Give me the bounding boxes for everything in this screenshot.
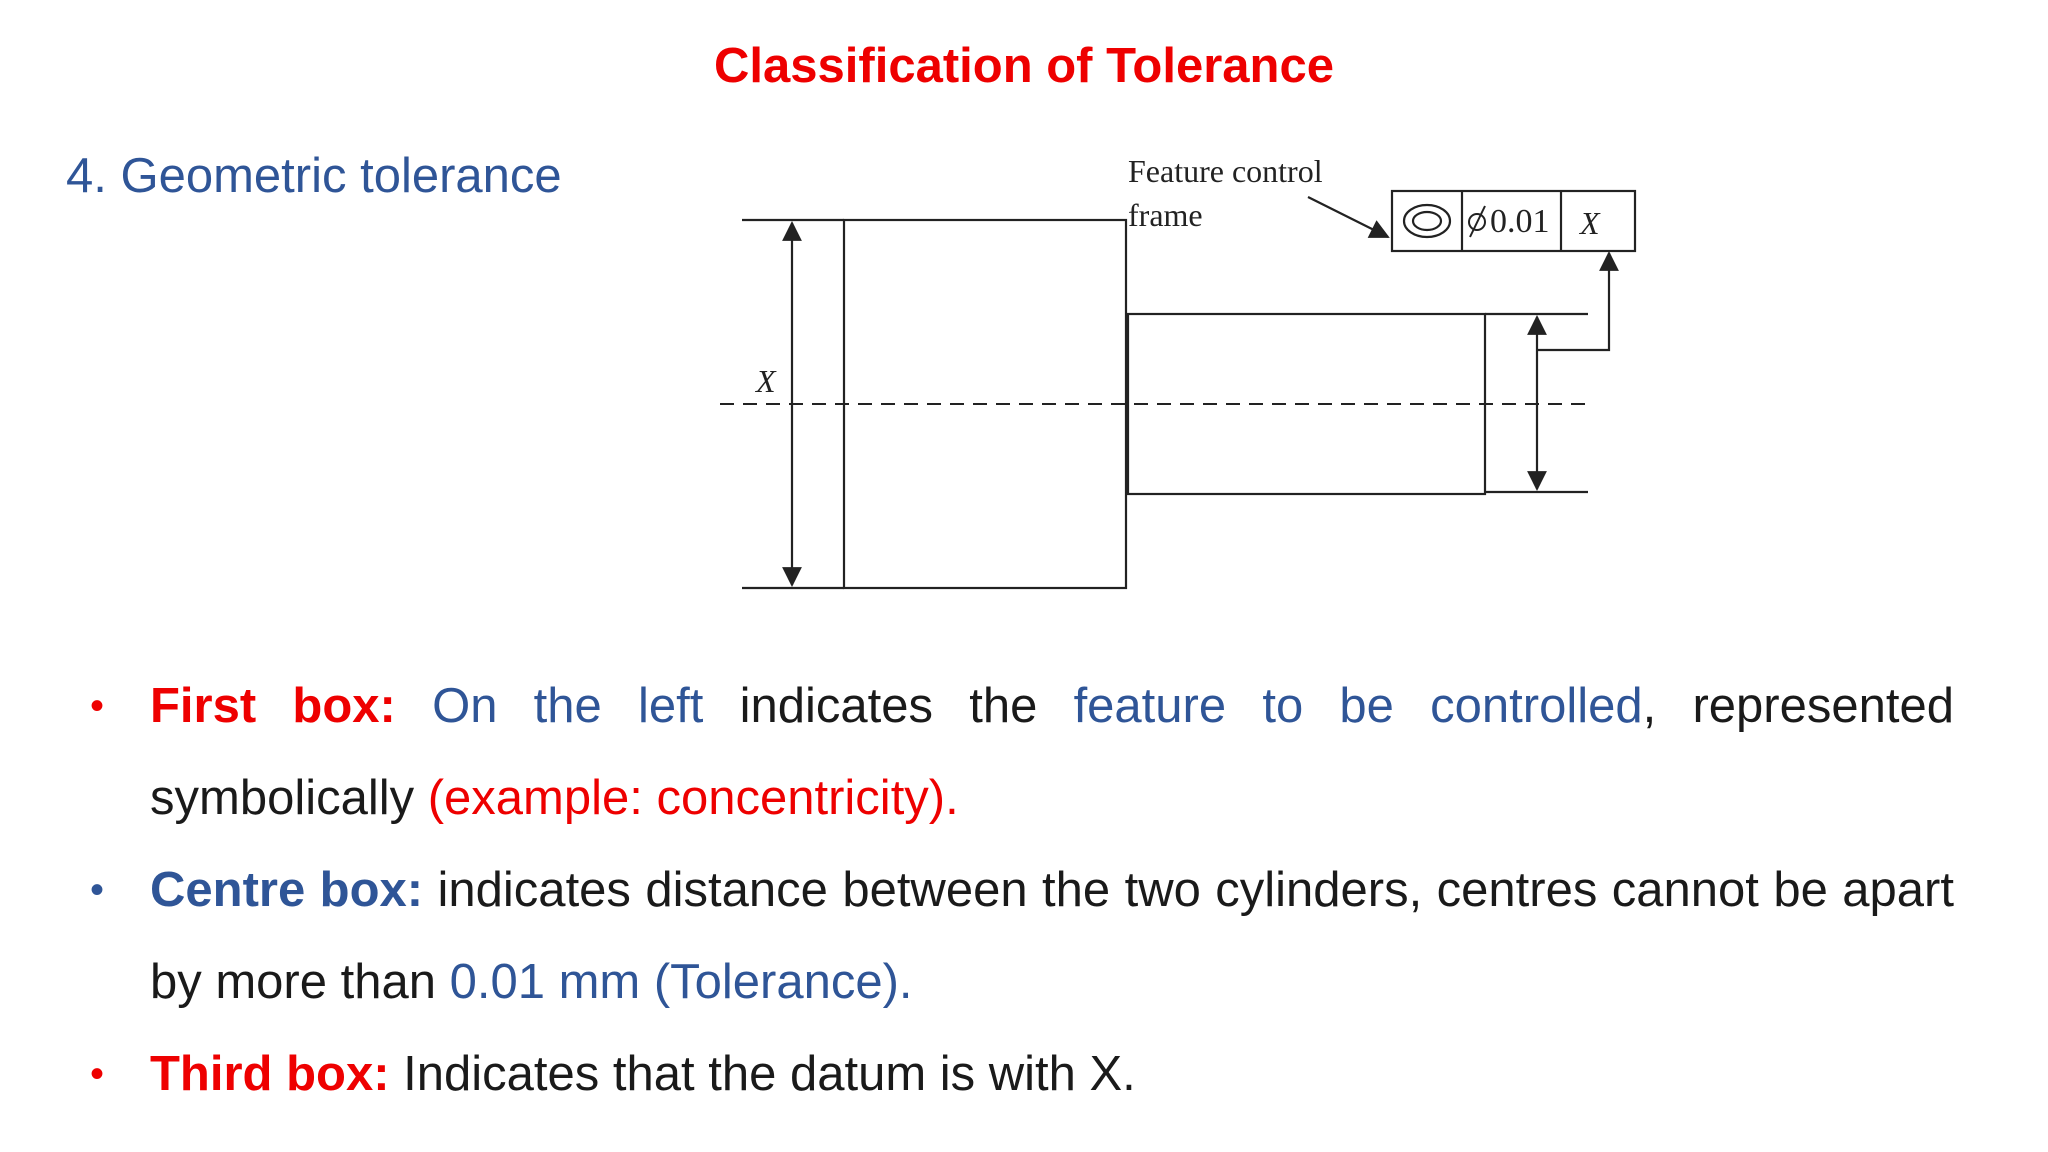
concentric-circles-icon: [1404, 205, 1450, 237]
bullet-label: Centre box:: [150, 863, 424, 917]
bullet-text: feature to be controlled: [1073, 679, 1643, 733]
bullet-dot: •: [90, 1052, 105, 1096]
diameter-symbol-icon: [1469, 206, 1485, 237]
dimension-label: X: [756, 363, 776, 399]
bullet-label: Third box:: [150, 1047, 390, 1101]
bullet-text: On the left: [432, 679, 704, 733]
bullet-dot: •: [90, 868, 105, 912]
bullet-third-box: [90, 1028, 1954, 1120]
bullet-text: (example: concentricity).: [427, 771, 959, 825]
section-heading: 4. Geometric tolerance: [66, 149, 562, 203]
bullet-centre-box: [90, 844, 1954, 1028]
bullet-text: Indicates that the datum is with X.: [389, 1047, 1136, 1101]
bullet-text: indicates the: [703, 679, 1074, 733]
callout-label-line2: frame: [1128, 197, 1203, 233]
bullet-text: , represented symbolically: [150, 679, 1954, 825]
bullet-first-box: [90, 660, 1954, 844]
callout-arrow: [1308, 197, 1388, 237]
bullet-label: First box:: [150, 679, 396, 733]
slide-title: Classification of Tolerance: [714, 39, 1334, 93]
datum-letter: X: [1580, 205, 1600, 241]
bullet-dot: •: [90, 684, 105, 728]
tolerance-value: 0.01: [1490, 203, 1550, 240]
explanation-list: [90, 660, 1954, 1120]
bullet-text: 0.01 mm (Tolerance).: [449, 955, 913, 1009]
callout-label-line1: Feature control: [1128, 153, 1323, 189]
leader-line: [1537, 253, 1609, 350]
bullet-text: indicates distance between the two cylinders, centres cannot be apart by more than: [150, 863, 1954, 1009]
